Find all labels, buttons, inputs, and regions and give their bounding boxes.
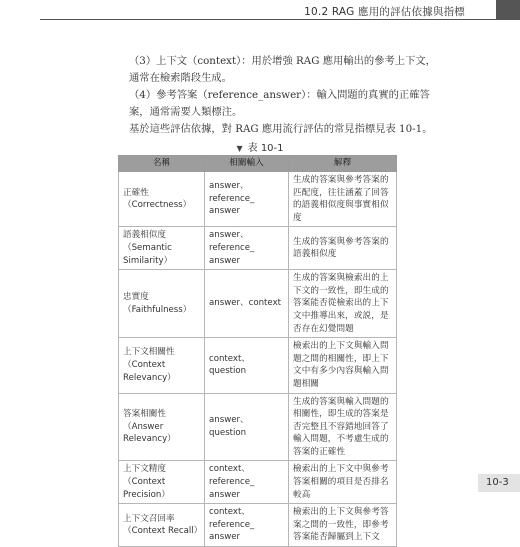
metric-name-en: （Context Recall） [123, 526, 203, 537]
metric-name: 上下文相關性 [123, 347, 175, 358]
column-header-explanation: 解釋 [289, 156, 397, 172]
metric-description: 檢索出的上下文中與參考答案相關的項目是否排名較高 [289, 461, 397, 504]
metric-inputs: context、question [205, 338, 289, 393]
metric-name-en: （Faithfulness） [123, 304, 192, 315]
metric-inputs: context、reference_ answer [205, 461, 289, 504]
metric-inputs: answer、context [205, 270, 289, 338]
running-header [0, 0, 520, 20]
table-row [119, 227, 397, 270]
metric-name-cell [119, 504, 205, 547]
metric-name: 正確性 [123, 187, 149, 198]
paragraph-summary: 基於這些評估依據，對 RAG 應用流行評估的常見指標見表 10-1。 [129, 123, 433, 135]
table-caption [0, 139, 520, 154]
metric-name-en: （Context Precision） [123, 477, 170, 500]
metric-inputs: answer、question [205, 393, 289, 461]
metric-name: 答案相關性 [123, 409, 166, 420]
table-caption-text: 表 10-1 [247, 143, 284, 154]
metric-name: 忠實度 [123, 292, 149, 303]
column-header-inputs: 相關輸入 [205, 156, 289, 172]
metric-description: 檢索出的上下文與輸入問題之間的相關性，即上下文中有多少內容與輸入問題相關 [289, 338, 397, 393]
paragraph-reference-answer: （4）參考答案（reference_answer）：輸入問題的真實的正確答案，通常需要人類標注。 [129, 89, 430, 118]
metric-name: 上下文精度 [123, 464, 166, 475]
metric-name-en: （Correctness） [123, 200, 192, 211]
column-header-name: 名稱 [119, 156, 205, 172]
triangle-down-icon: ▼ [236, 144, 243, 153]
metric-inputs: answer、reference_ answer [205, 227, 289, 270]
metric-inputs: answer、reference_ answer [205, 172, 289, 227]
metric-name: 語義相似度 [123, 230, 166, 241]
metrics-table [118, 155, 397, 547]
paragraph-context: （3）上下文（context）：用於增強 RAG 應用輸出的參考上下文，通常在檢索階段生成。 [129, 55, 436, 84]
metric-description: 生成的答案與參考答案的語義相似度 [289, 227, 397, 270]
table-row [119, 338, 397, 393]
header-rule [40, 19, 496, 20]
header-title: 10.2 RAG 應用的評估依據與指標 [304, 6, 465, 18]
metric-name-en: （Semantic Similarity） [123, 242, 173, 266]
table-row [119, 172, 397, 227]
metric-name-cell [119, 172, 205, 227]
metric-name: 上下文召回率 [123, 513, 175, 524]
metric-name-cell [119, 461, 205, 504]
table-row [119, 270, 397, 338]
metric-name-cell [119, 393, 205, 461]
metric-name-cell [119, 338, 205, 393]
metric-name-cell [119, 227, 205, 270]
metric-description: 檢索出的上下文與參考答案之間的一致性，即參考答案能否歸屬到上下文 [289, 504, 397, 547]
corner-tab [496, 0, 520, 20]
metric-description: 生成的答案與輸入問題的相關性，即生成的答案是否完整且不容錯地回答了輸入問題，不考慮生成的答案的正確性 [289, 393, 397, 461]
metric-name-en: （Answer Relevancy） [123, 421, 176, 445]
metric-name-en: （Context Relevancy） [123, 360, 176, 383]
metric-inputs: context、reference_ answer [205, 504, 289, 547]
table-header-row [119, 156, 397, 172]
metric-name-cell [119, 270, 205, 338]
metric-description: 生成的答案與檢索出的上下文的一致性，即生成的答案能否從檢索出的上下文中推導出來，或説，是否存在幻覺問題 [289, 270, 397, 338]
table-row [119, 393, 397, 461]
table-row [119, 504, 397, 547]
page-number: 10-3 [478, 474, 520, 492]
metric-description: 生成的答案與參考答案的匹配度，往往涵蓋了回答的語義相似度與事實相似度 [289, 172, 397, 227]
table-row [119, 461, 397, 504]
